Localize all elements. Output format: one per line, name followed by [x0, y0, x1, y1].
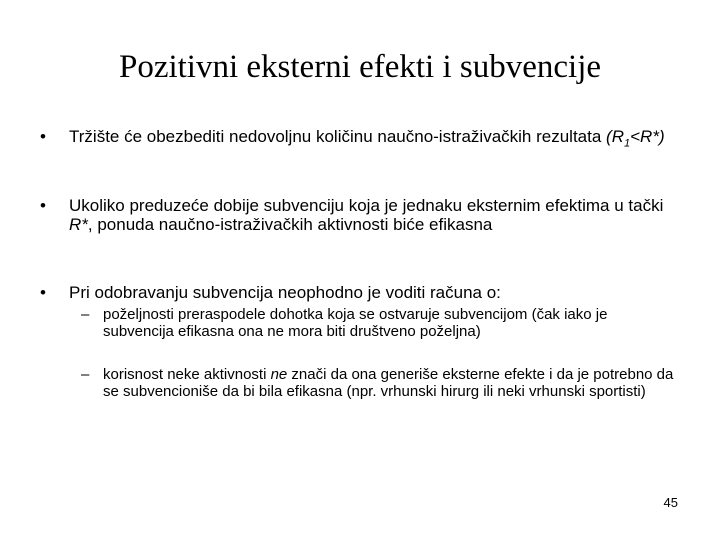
bullet-text: Pri odobravanju subvencija neophodno je voditi računa o:	[69, 283, 501, 302]
sub-bullet-item-1	[81, 306, 681, 340]
sub-bullet-item-2	[81, 366, 681, 400]
formula-subscript: 1	[624, 137, 631, 150]
formula-close: <R*)	[630, 127, 665, 146]
page-number: 45	[663, 495, 678, 510]
bullet-item-1	[40, 127, 680, 150]
bullet-item-3	[40, 283, 680, 302]
sub-bullet-text: poželjnosti preraspodele dohotka koja se ostvaruje subvencijom (čak iako je subvencija efikasna ona ne mora biti društveno poželjna)	[103, 306, 608, 340]
dash-marker: –	[81, 306, 90, 323]
sub-bullet-text-part: znači da ona generiše eksterne efekte i da je potrebno da se subvencioniše da bi bila efikasna (npr. vrhunski hirurg ili neki vrhunski sportisti)	[103, 366, 674, 400]
formula-open: (R	[606, 127, 624, 146]
sub-bullet-text-part: korisnost neke aktivnosti	[103, 366, 271, 383]
bullet-marker: •	[40, 127, 46, 146]
bullet-marker: •	[40, 283, 46, 302]
bullet-text	[69, 127, 680, 150]
dash-marker: –	[81, 366, 90, 383]
formula	[606, 127, 665, 150]
slide-title: Pozitivni eksterni efekti i subvencije	[118, 49, 602, 85]
bullet-item-2	[40, 196, 680, 234]
bullet-text-part: Tržište će obezbediti nedovoljnu količinu naučno-istraživačkih rezultata	[69, 127, 607, 146]
bullet-text-part: Ukoliko preduzeće dobije subvenciju koja je jednaku eksternim efektima u tački	[69, 196, 664, 215]
formula: R*	[69, 215, 88, 234]
emphasis-text: ne	[270, 366, 288, 383]
bullet-text	[69, 196, 680, 234]
bullet-text-part: , ponuda naučno-istraživačkih aktivnosti biće efikasna	[87, 215, 493, 234]
sub-bullet-text	[103, 366, 681, 400]
bullet-marker: •	[40, 196, 46, 215]
